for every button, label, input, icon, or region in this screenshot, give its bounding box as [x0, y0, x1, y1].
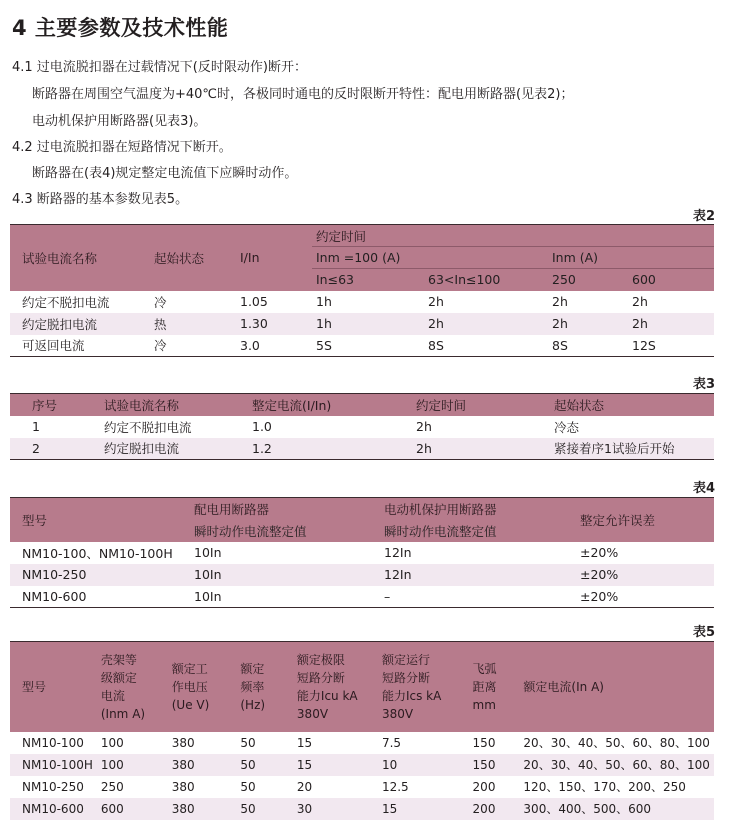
table2-label: 表2 [692, 209, 715, 224]
table4 [10, 497, 714, 608]
para-4-1: 4.1 过电流脱扣器在过载情况下(反时限动作)断开： [12, 60, 307, 75]
table-row [10, 416, 714, 438]
table4-header-dist-line1: 配电用断路器 [190, 498, 380, 520]
table3-header-state: 起始状态 [550, 394, 714, 416]
header-line: mm [472, 697, 496, 712]
table-cell: 150 [469, 754, 520, 776]
header-line: 380V [381, 706, 414, 721]
table-cell: 约定不脱扣电流 [100, 416, 248, 438]
table-cell: 冷 [150, 335, 236, 357]
table2 [10, 224, 714, 357]
table-cell: 600 [97, 798, 168, 820]
table-cell: 15 [378, 798, 469, 820]
table-cell: 50 [236, 732, 293, 754]
table-cell: 冷态 [550, 416, 714, 438]
table-cell: 250 [97, 776, 168, 798]
table-cell: 20、30、40、50、60、80、100 [519, 732, 714, 754]
header-line: 额定极限 [296, 652, 345, 667]
table-cell: 10 [378, 754, 469, 776]
header-line: 壳架等 [100, 652, 137, 667]
table-cell: 1.0 [248, 416, 412, 438]
para-4-2: 4.2 过电流脱扣器在短路情况下断开。 [12, 140, 232, 155]
section-title: 4 主要参数及技术性能 [12, 16, 229, 40]
table5-header-model: 型号 [10, 642, 97, 732]
table5-header-voltage [168, 642, 237, 732]
table-cell: 冷 [150, 291, 236, 313]
table-cell: 100 [97, 754, 168, 776]
table-row [10, 438, 714, 460]
table2-header-63-100: 63<In≤100 [424, 269, 548, 291]
para-4-2-detail: 断路器在(表4)规定整定电流值下应瞬时动作。 [32, 166, 298, 181]
table-cell: 紧接着序1试验后开始 [550, 438, 714, 460]
table-cell: ±20% [576, 542, 714, 564]
table-cell: 100 [97, 732, 168, 754]
table-cell: 2 [10, 438, 100, 460]
table-cell: 1.30 [236, 313, 312, 335]
table3-header-no: 序号 [10, 394, 100, 416]
table3-header-name: 试验电流名称 [100, 394, 248, 416]
table5-header-arc [469, 642, 520, 732]
table-row [10, 798, 714, 820]
table-cell: 1h [312, 291, 424, 313]
header-line: 作电压 [171, 679, 208, 694]
header-line: 能力Ics kA [381, 688, 442, 703]
table-cell: NM10-100H [10, 754, 97, 776]
table-cell: 50 [236, 798, 293, 820]
table-cell: 3.0 [236, 335, 312, 357]
table2-header-time: 约定时间 [312, 225, 714, 247]
table-cell: NM10-100 [10, 732, 97, 754]
table-row [10, 335, 714, 357]
table4-header-motor-line2: 瞬时动作电流整定值 [380, 520, 576, 542]
table5-label: 表5 [692, 625, 715, 640]
table-cell: 约定不脱扣电流 [10, 291, 150, 313]
table5-header-frequency [236, 642, 293, 732]
table-cell: 约定脱扣电流 [10, 313, 150, 335]
header-line: 距离 [472, 679, 497, 694]
table3 [10, 393, 714, 460]
table-cell: 8S [424, 335, 548, 357]
header-line: 级额定 [100, 670, 137, 685]
header-line: 频率 [240, 679, 265, 694]
table-cell: 1.2 [248, 438, 412, 460]
table-cell: 可返回电流 [10, 335, 150, 357]
table-cell: NM10-600 [10, 798, 97, 820]
table-cell: 1.05 [236, 291, 312, 313]
table-cell: 200 [469, 798, 520, 820]
header-line: 能力Icu kA [296, 688, 358, 703]
table-cell: 10In [190, 586, 380, 608]
table-cell: 10In [190, 542, 380, 564]
table-cell: 2h [412, 438, 550, 460]
table-cell: 2h [548, 313, 628, 335]
para-4-1-motor: 电动机保护用断路器(见表3)。 [32, 114, 207, 129]
table-row [10, 291, 714, 313]
table-cell: 30 [293, 798, 378, 820]
table3-header-setting: 整定电流(I/In) [248, 394, 412, 416]
table5-header-icu [293, 642, 378, 732]
para-4-1-detail: 断路器在周围空气温度为+40℃时，各极同时通电的反时限断开特性：配电用断路器(见表2)； [32, 87, 574, 102]
table5-header-ics [378, 642, 469, 732]
table2-header-ratio: I/In [236, 225, 312, 291]
table-cell: ±20% [576, 564, 714, 586]
table-cell: 200 [469, 776, 520, 798]
table3-header-time: 约定时间 [412, 394, 550, 416]
table-cell: 12In [380, 542, 576, 564]
table2-header-name: 试验电流名称 [10, 225, 150, 291]
table-row [10, 586, 714, 608]
table2-header-inm100: Inm =100 (A) [312, 247, 548, 269]
table-row [10, 313, 714, 335]
header-line: 额定 [240, 661, 265, 676]
table-cell: 12In [380, 564, 576, 586]
table-cell: 8S [548, 335, 628, 357]
table4-label: 表4 [692, 481, 715, 496]
table-cell: 300、400、500、600 [519, 798, 714, 820]
table4-header-tolerance: 整定允许误差 [576, 498, 714, 542]
table-cell: 1 [10, 416, 100, 438]
table-cell: ±20% [576, 586, 714, 608]
table-cell: 20、30、40、50、60、80、100 [519, 754, 714, 776]
table-cell: 20 [293, 776, 378, 798]
table-cell: 2h [412, 416, 550, 438]
table-cell: 12.5 [378, 776, 469, 798]
table-row [10, 776, 714, 798]
table-cell: 2h [424, 291, 548, 313]
table-cell: 10In [190, 564, 380, 586]
header-line: 额定运行 [381, 652, 430, 667]
header-line: (Ue V) [171, 697, 210, 712]
table-cell: NM10-250 [10, 564, 190, 586]
header-line: 电流 [100, 688, 125, 703]
table5-header-current: 额定电流(In A) [519, 642, 714, 732]
para-4-3: 4.3 断路器的基本参数见表5。 [12, 192, 189, 207]
table-cell: 5S [312, 335, 424, 357]
table-row [10, 542, 714, 564]
table-cell: 12S [628, 335, 714, 357]
table-row [10, 564, 714, 586]
table-cell: 1h [312, 313, 424, 335]
table-cell: 380 [168, 732, 237, 754]
table-cell: 50 [236, 754, 293, 776]
table2-header-inm: Inm (A) [548, 247, 714, 269]
header-line: 飞弧 [472, 661, 497, 676]
table-cell: NM10-100、NM10-100H [10, 542, 190, 564]
table-cell: 2h [548, 291, 628, 313]
table-cell: – [380, 586, 576, 608]
table-cell: 15 [293, 732, 378, 754]
table4-header-motor-line1: 电动机保护用断路器 [380, 498, 576, 520]
table4-header-dist-line2: 瞬时动作电流整定值 [190, 520, 380, 542]
table-cell: 2h [628, 291, 714, 313]
table-cell: NM10-250 [10, 776, 97, 798]
header-line: 额定工 [171, 661, 208, 676]
table-cell: 380 [168, 776, 237, 798]
header-line: (Inm A) [100, 706, 146, 721]
table-cell: 2h [424, 313, 548, 335]
header-line: 380V [296, 706, 329, 721]
table-cell: 15 [293, 754, 378, 776]
table-cell: 约定脱扣电流 [100, 438, 248, 460]
table5 [10, 641, 714, 820]
table-cell: NM10-600 [10, 586, 190, 608]
table-cell: 120、150、170、200、250 [519, 776, 714, 798]
table-cell: 380 [168, 754, 237, 776]
table-row [10, 754, 714, 776]
header-line: 短路分断 [381, 670, 430, 685]
header-line: (Hz) [240, 697, 266, 712]
header-line: 短路分断 [296, 670, 345, 685]
table-cell: 热 [150, 313, 236, 335]
table4-header-model: 型号 [10, 498, 190, 542]
table-cell: 380 [168, 798, 237, 820]
table5-header-frame [97, 642, 168, 732]
table2-header-le63: In≤63 [312, 269, 424, 291]
table-cell: 50 [236, 776, 293, 798]
table-cell: 7.5 [378, 732, 469, 754]
table2-header-state: 起始状态 [150, 225, 236, 291]
table2-header-600: 600 [628, 269, 714, 291]
table3-label: 表3 [692, 377, 715, 392]
table-cell: 150 [469, 732, 520, 754]
table2-header-250: 250 [548, 269, 628, 291]
table-row [10, 732, 714, 754]
table-cell: 2h [628, 313, 714, 335]
